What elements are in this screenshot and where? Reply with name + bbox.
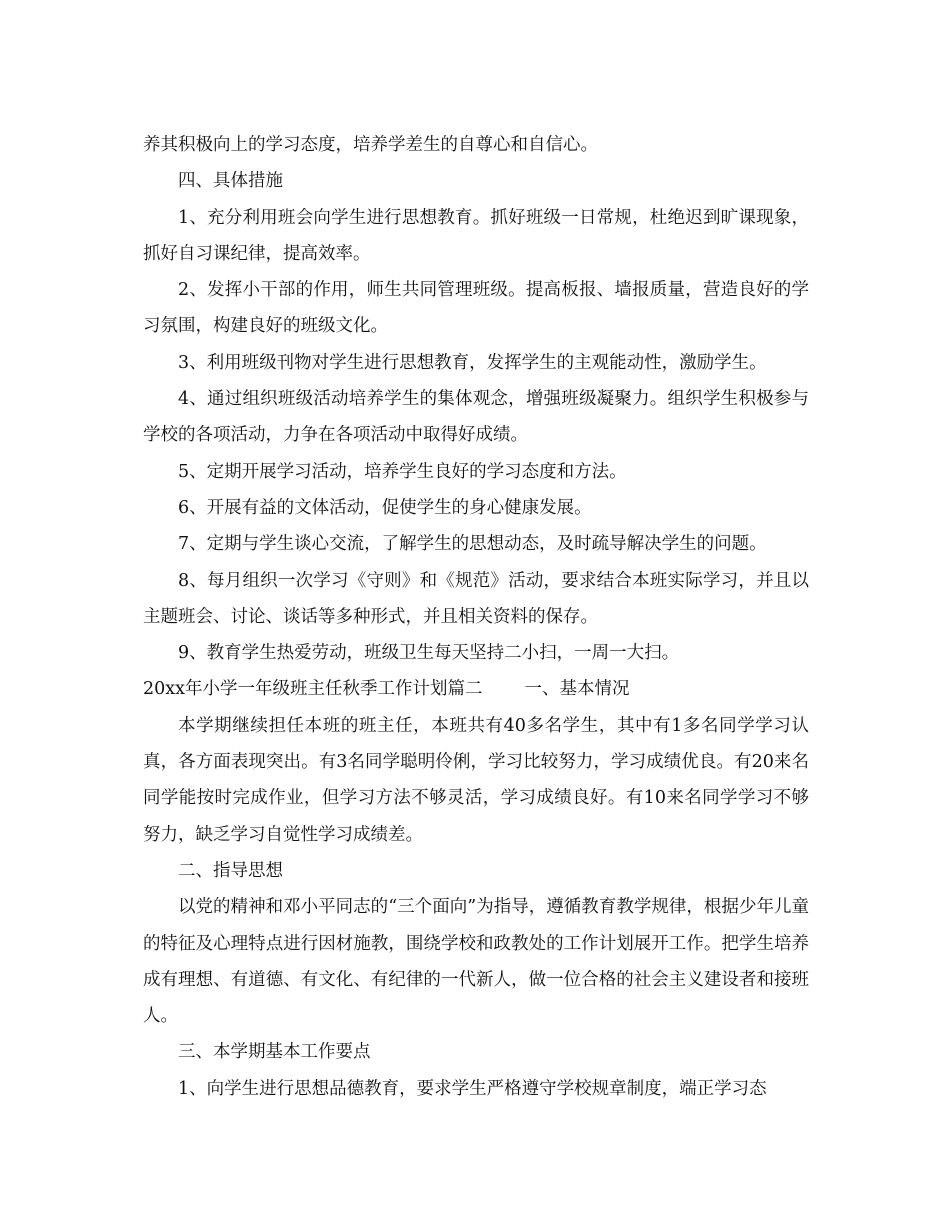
paragraph: 5、定期开展学习活动，培养学生良好的学习态度和方法。 <box>178 461 627 482</box>
paragraph: 养其积极向上的学习态度，培养学差生的自尊心和自信心。 <box>143 135 598 155</box>
paragraph: 2、发挥小干部的作用，师生共同管理班级。提高板报、墙报质量，营造良好的学习氛围，构建良好的班级文化。 <box>143 280 809 337</box>
paragraph: 3、利用班级刊物对学生进行思想教育，发挥学生的主观能动性，激励学生。 <box>178 352 767 373</box>
paragraph: 7、定期与学生谈心交流，了解学生的思想动态，及时疏导解决学生的问题。 <box>178 534 767 555</box>
paragraph: 1、充分利用班会向学生进行思想教育。抓好班级一日常规，杜绝迟到旷课现象，抓好自习课纪律，提高效率。 <box>143 207 809 264</box>
section-heading: 一、基本情况 <box>524 679 630 700</box>
paragraph: 以党的精神和邓小平同志的“三个面向”为指导，遵循教育教学规律，根据少年儿童的特征及心理特点进行因材施教，围绕学校和政教处的工作计划展开工作。把学生培养成有理想、有道德、有文化、有纪律的一代新人，做一位合格的社会主义建设者和接班人。 <box>143 897 809 1027</box>
paragraph: 8、每月组织一次学习《守则》和《规范》活动，要求结合本班实际学习，并且以主题班会、讨论、谈话等多种形式，并且相关资料的保存。 <box>143 570 809 627</box>
document-title: 20xx年小学一年级班主任秋季工作计划篇二 <box>143 679 483 700</box>
section-heading: 四、具体措施 <box>178 171 283 192</box>
document-heading <box>143 671 809 707</box>
paragraph: 1、向学生进行思想品德教育，要求学生严格遵守学校规章制度，端正学习态 <box>178 1078 767 1099</box>
document-body <box>143 127 809 1107</box>
section-heading: 二、指导思想 <box>178 860 283 881</box>
paragraph: 9、教育学生热爱劳动，班级卫生每天坚持二小扫，一周一大扫。 <box>178 643 680 664</box>
paragraph: 6、开展有益的文体活动，促使学生的身心健康发展。 <box>178 497 592 518</box>
paragraph: 4、通过组织班级活动培养学生的集体观念，增强班级凝聚力。组织学生积极参与学校的各项活动，力争在各项活动中取得好成绩。 <box>143 389 809 446</box>
paragraph: 本学期继续担任本班的班主任，本班共有40多名学生，其中有1多名同学学习认真，各方面表现突出。有3名同学聪明伶俐，学习比较努力，学习成绩优良。有20来名同学能按时完成作业，但学习方法不够灵活，学习成绩良好。有10来名同学学习不够努力，缺乏学习自觉性学习成绩差。 <box>143 715 809 845</box>
section-heading: 三、本学期基本工作要点 <box>178 1042 371 1063</box>
